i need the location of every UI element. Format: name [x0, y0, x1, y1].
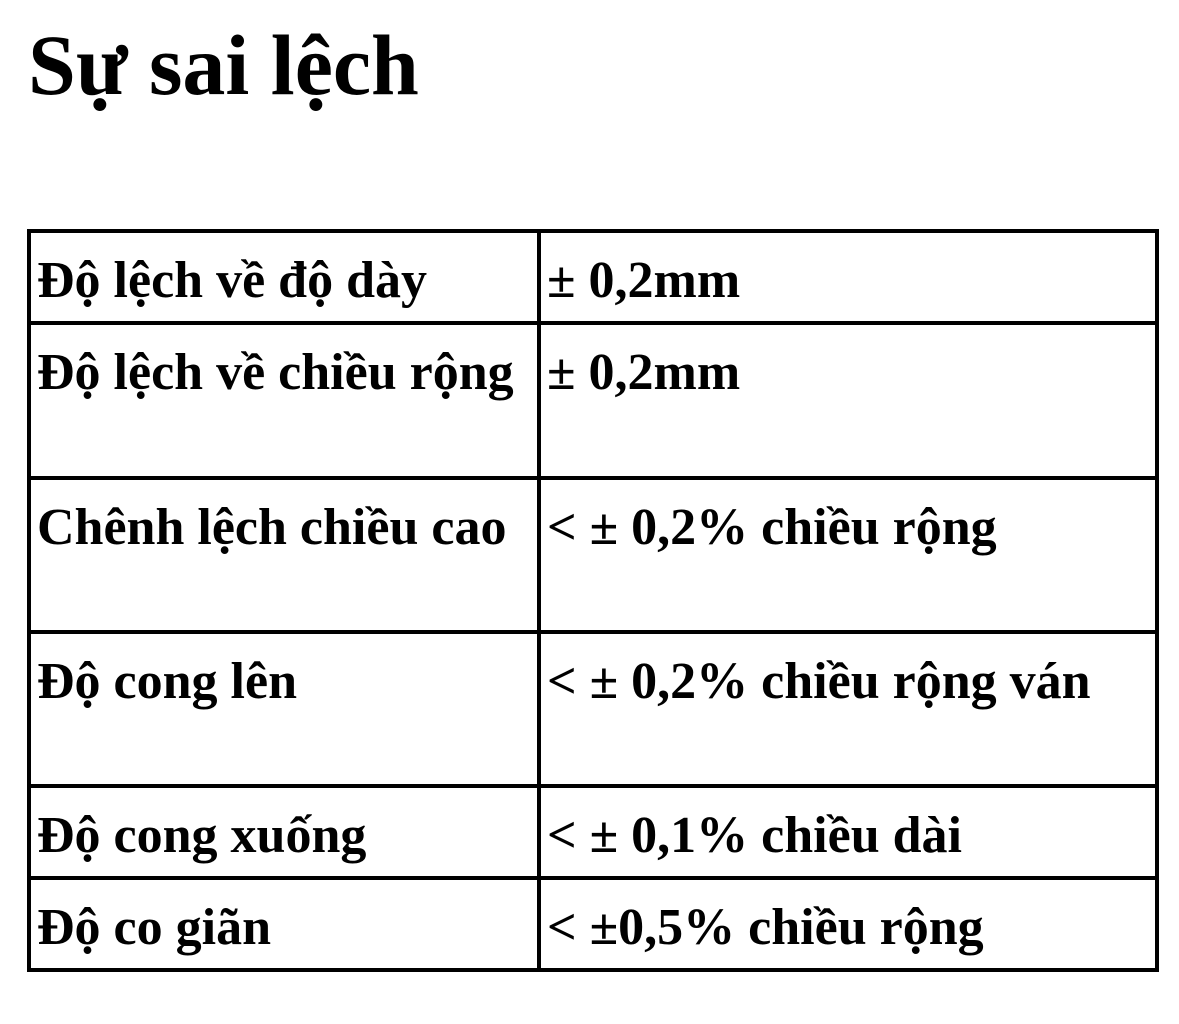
table-row [29, 878, 1157, 970]
tolerance-cell: < ± 0,1% chiều dài [539, 786, 1157, 878]
table-row [29, 323, 1157, 478]
page-title: Sự sai lệch [28, 17, 419, 113]
tolerance-cell: ± 0,2mm [539, 323, 1157, 478]
parameter-cell: Độ lệch về độ dày [29, 231, 539, 323]
table-row [29, 231, 1157, 323]
parameter-cell: Độ cong lên [29, 632, 539, 786]
table-row [29, 478, 1157, 632]
tolerance-cell: < ± 0,2% chiều rộng ván [539, 632, 1157, 786]
tolerance-table [27, 229, 1159, 972]
parameter-cell: Độ cong xuống [29, 786, 539, 878]
tolerance-cell: < ± 0,2% chiều rộng [539, 478, 1157, 632]
tolerance-cell: ± 0,2mm [539, 231, 1157, 323]
parameter-cell: Độ co giãn [29, 878, 539, 970]
parameter-cell: Độ lệch về chiều rộng [29, 323, 539, 478]
table-row [29, 786, 1157, 878]
tolerance-cell: < ±0,5% chiều rộng [539, 878, 1157, 970]
parameter-cell: Chênh lệch chiều cao [29, 478, 539, 632]
table-row [29, 632, 1157, 786]
